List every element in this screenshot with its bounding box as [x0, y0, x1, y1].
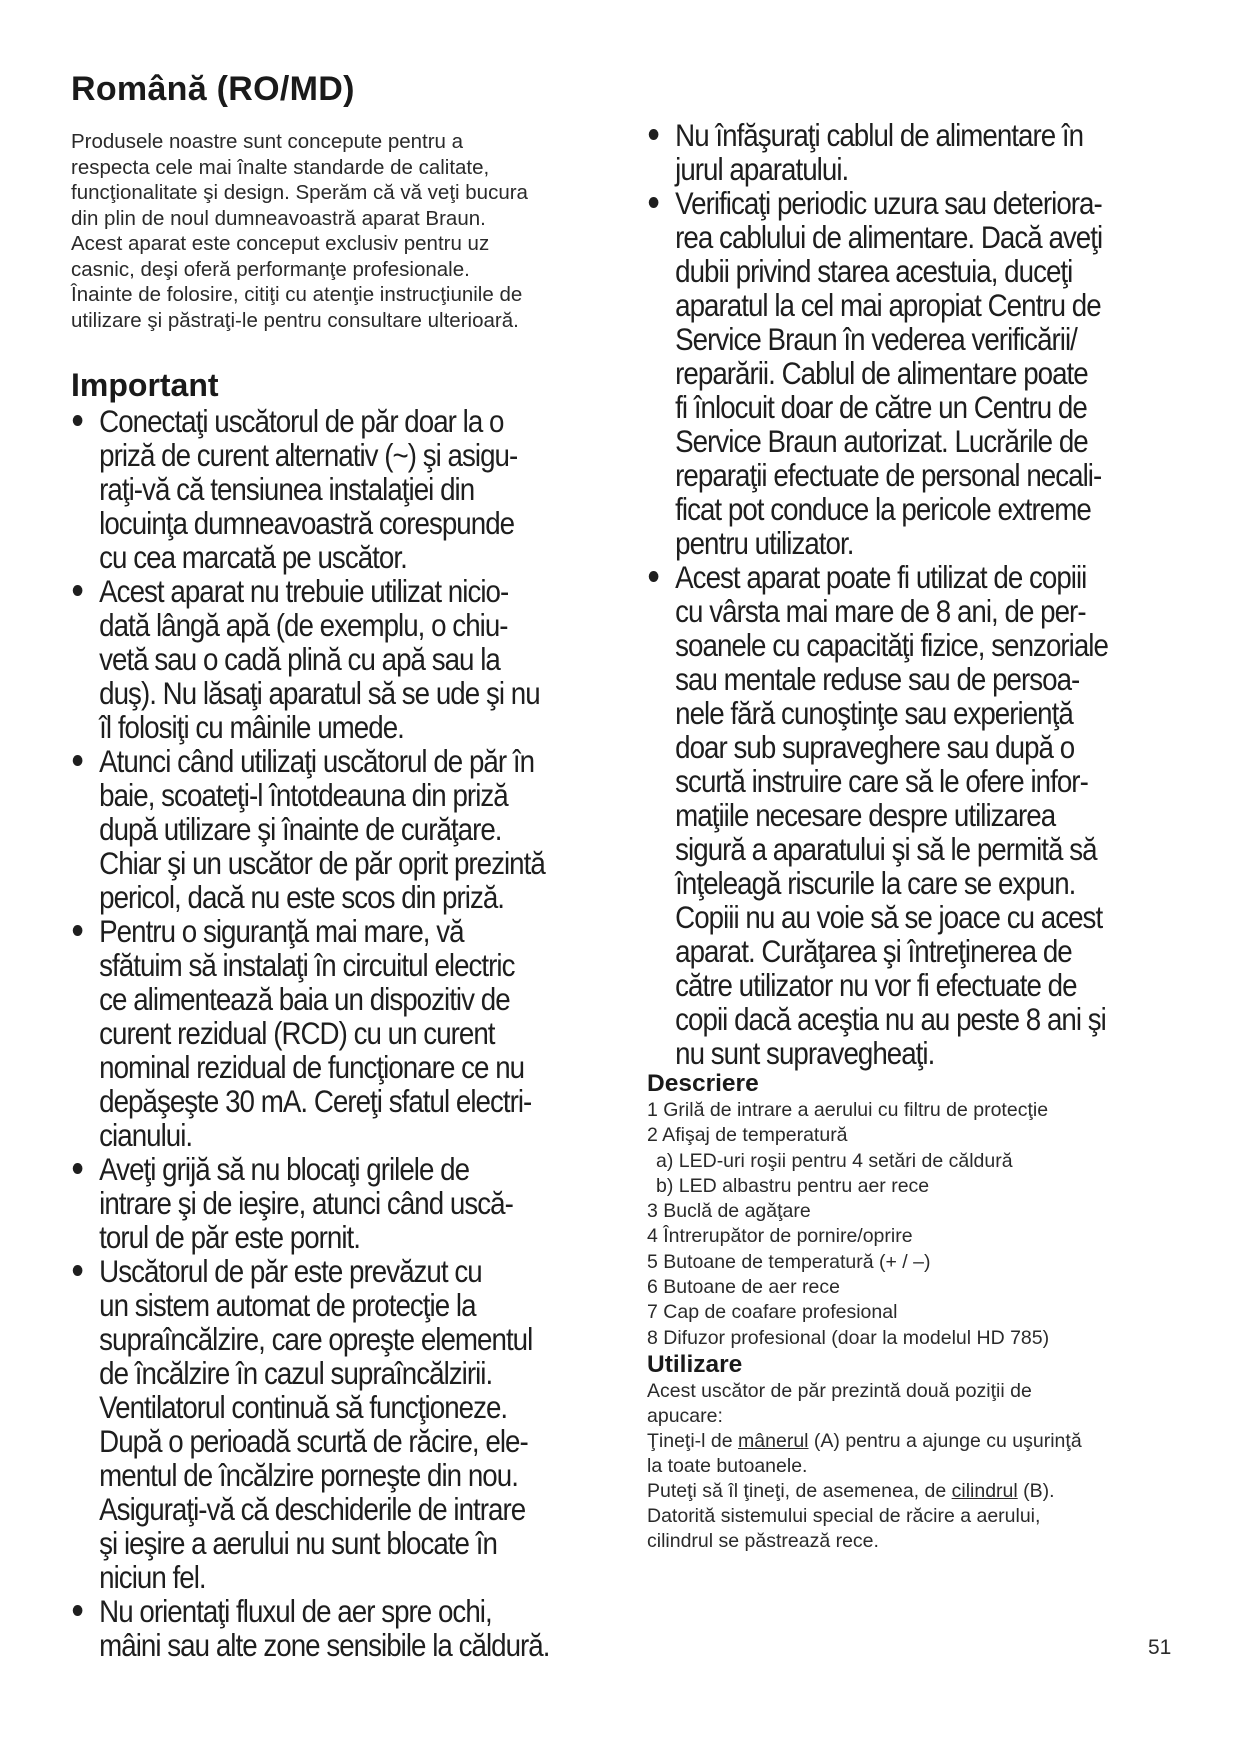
bullet-dot-icon — [73, 1265, 83, 1276]
usage-text: (A) pentru a ajunge cu uşurinţă — [808, 1429, 1082, 1452]
bullet-line: nele fără cunoştinţe sau experienţă — [675, 695, 1073, 731]
description-item: 1 Grilă de intrare a aerului cu filtru de protecţie — [647, 1099, 1049, 1121]
bullet-line: rea cablului de alimentare. Dacă aveţi — [675, 219, 1103, 255]
bullet-line: sau mentale reduse sau de persoa- — [675, 661, 1080, 697]
bullet-line: şi ieşire a aerului nu sunt blocate în — [99, 1525, 497, 1561]
description-subitem: a) LED-uri roşii pentru 4 setări de căldură — [656, 1149, 1013, 1172]
bullet-line: supraîncălzire, care opreşte elementul — [99, 1321, 533, 1357]
usage-heading: Utilizare — [647, 1350, 743, 1378]
bullet-item — [647, 186, 1210, 560]
cylinder-term: cilindrul — [951, 1479, 1018, 1502]
bullet-line: Copiii nu au voie să se joace cu acest — [675, 899, 1103, 935]
bullet-line: sigură a aparatului şi să le permită să — [675, 831, 1097, 867]
bullet-line: de încălzire în cazul supraîncălzirii. — [99, 1355, 493, 1391]
description-item: 6 Butoane de aer rece — [647, 1276, 840, 1299]
bullet-line: raţi-vă că tensiunea instalaţiei din — [99, 471, 475, 507]
description-item: 2 Afişaj de temperatură — [647, 1124, 848, 1147]
bullet-dot-icon — [73, 415, 83, 426]
intro-line: din plin de noul dumneavoastră aparat Braun. — [71, 206, 486, 230]
bullet-line: Acest aparat poate fi utilizat de copiii — [675, 559, 1087, 595]
bullet-line: intrare şi de ieşire, atunci când uscă- — [99, 1185, 513, 1221]
description-list — [647, 1098, 1187, 1351]
description-item: 3 Buclă de agăţare — [647, 1200, 811, 1223]
usage-line — [647, 1479, 1187, 1504]
bullet-dot-icon — [73, 1605, 83, 1616]
bullet-item — [71, 404, 634, 574]
bullet-line: Service Braun autorizat. Lucrările de — [675, 423, 1088, 459]
bullet-line: îl folosiţi cu mâinile umede. — [99, 709, 404, 745]
bullet-line: reparaţii efectuate de personal necali- — [675, 457, 1102, 493]
bullet-line: maţiile necesare despre utilizarea — [675, 797, 1056, 833]
bullet-line: ce alimentează baia un dispozitiv de — [99, 981, 510, 1017]
bullet-line: Chiar şi un uscător de păr oprit prezintă — [99, 845, 545, 881]
usage-text: Puteţi să îl ţineţi, de asemenea, de — [647, 1479, 952, 1502]
bullet-line: reparării. Cablul de alimentare poate — [675, 355, 1088, 391]
usage-text: Ţineţi-l de — [647, 1429, 739, 1452]
usage-line — [647, 1429, 1187, 1454]
description-item: 8 Difuzor profesional (doar la modelul HD 785) — [647, 1326, 1050, 1349]
page-number: 51 — [1148, 1636, 1172, 1659]
bullet-line: nominal rezidual de funcţionare ce nu — [99, 1049, 525, 1085]
bullet-line: Conectaţi uscătorul de păr doar la o — [99, 403, 504, 439]
usage-line: Acest uscător de păr prezintă două poziţii de — [647, 1379, 1032, 1402]
bullet-line: priză de curent alternativ (~) şi asigu- — [99, 437, 518, 473]
bullet-line: pentru utilizator. — [675, 525, 854, 561]
bullet-line: niciun fel. — [99, 1559, 206, 1595]
usage-line: la toate butoanele. — [647, 1454, 808, 1477]
bullet-item — [71, 744, 634, 914]
bullet-line: duş). Nu lăsaţi aparatul să se ude şi nu — [99, 675, 540, 711]
bullet-line: dată lângă apă (de exemplu, o chiu- — [99, 607, 508, 643]
bullet-line: scurtă instruire care să le ofere infor- — [675, 763, 1088, 799]
bullet-dot-icon — [73, 1163, 83, 1174]
bullet-dot-icon — [649, 197, 659, 208]
bullet-item — [647, 118, 1210, 186]
usage-text: (B). — [1017, 1479, 1055, 1502]
bullet-line: fi înlocuit doar de către un Centru de — [675, 389, 1087, 425]
bullet-line: către utilizator nu vor fi efectuate de — [675, 967, 1077, 1003]
bullet-line: torul de păr este pornit. — [99, 1219, 361, 1255]
bullet-line: dubii privind starea acestuia, duceţi — [675, 253, 1073, 289]
bullet-line: depăşeşte 30 mA. Cereţi sfatul electri- — [99, 1083, 532, 1119]
intro-line: utilizare şi păstraţi-le pentru consultare ulterioară. — [71, 308, 519, 332]
intro-line: casnic, deşi oferă performanţe profesionale. — [71, 257, 470, 281]
bullet-line: Verificaţi periodic uzura sau deteriora- — [675, 185, 1102, 221]
bullet-line: jurul aparatului. — [675, 151, 849, 187]
bullet-item — [647, 560, 1210, 1070]
bullet-line: soanele cu capacităţi fizice, senzoriale — [675, 627, 1108, 663]
bullet-line: după utilizare şi înainte de curăţare. — [99, 811, 502, 847]
description-item: 7 Cap de coafare profesional — [647, 1301, 898, 1324]
usage-line: Datorită sistemului special de răcire a aerului, — [647, 1504, 1041, 1527]
bullet-line: aparat. Curăţarea şi întreţinerea de — [675, 933, 1072, 969]
bullet-line: aparatul la cel mai apropiat Centru de — [675, 287, 1101, 323]
bullet-line: mentul de încălzire porneşte din nou. — [99, 1457, 518, 1493]
bullet-line: cu cea marcată pe uscător. — [99, 539, 407, 575]
description-heading: Descriere — [647, 1070, 759, 1097]
bullet-line: baie, scoateţi-l întotdeauna din priză — [99, 777, 508, 813]
bullet-line: curent rezidual (RCD) cu un curent — [99, 1015, 495, 1051]
page-title: Română (RO/MD) — [71, 70, 355, 108]
description-item: 4 Întrerupător de pornire/oprire — [647, 1225, 913, 1248]
bullet-line: cu vârsta mai mare de 8 ani, de per- — [675, 593, 1086, 629]
bullet-line: pericol, dacă nu este scos din priză. — [99, 879, 505, 915]
bullet-line: Asiguraţi-vă că deschiderile de intrare — [99, 1491, 526, 1527]
bullet-line: copii dacă aceştia nu au peste 8 ani şi — [675, 1001, 1106, 1037]
important-heading: Important — [71, 367, 219, 403]
bullet-line: Ventilatorul continuă să funcţioneze. — [99, 1389, 508, 1425]
bullet-dot-icon — [73, 925, 83, 936]
bullet-line: Service Braun în vederea verificării/ — [675, 321, 1077, 357]
bullet-line: înţeleagă riscurile la care se expun. — [675, 865, 1076, 901]
intro-line: Înainte de folosire, citiţi cu atenţie instrucţiunile de — [71, 283, 523, 306]
intro-line: Produsele noastre sunt concepute pentru a — [71, 130, 464, 153]
bullet-line: Uscătorul de păr este prevăzut cu — [99, 1253, 482, 1289]
description-item: 5 Butoane de temperatură (+ / –) — [647, 1250, 931, 1273]
usage-line: apucare: — [647, 1404, 723, 1427]
bullet-line: sfătuim să instalaţi în circuitul electric — [99, 947, 515, 983]
bullet-item — [71, 1254, 634, 1594]
intro-line: Acest aparat este conceput exclusiv pentru uz — [71, 232, 490, 255]
right-column — [647, 118, 1187, 1554]
bullet-line: locuinţa dumneavoastră corespunde — [99, 505, 515, 541]
bullet-line: Acest aparat nu trebuie utilizat nicio- — [99, 573, 509, 609]
bullet-line: ficat pot conduce la pericole extreme — [675, 491, 1091, 527]
important-list-right — [647, 118, 1210, 1070]
important-list-left — [71, 404, 634, 1662]
usage-paragraph — [647, 1379, 1187, 1554]
bullet-item — [71, 1594, 634, 1662]
handle-term: mânerul — [738, 1429, 809, 1452]
intro-line: funcţionalitate şi design. Sperăm că vă veţi bucura — [71, 181, 528, 204]
bullet-line: nu sunt supravegheaţi. — [675, 1035, 935, 1071]
intro-line: respecta cele mai înalte standarde de calitate, — [71, 155, 490, 179]
bullet-dot-icon — [649, 571, 659, 582]
bullet-dot-icon — [73, 755, 83, 766]
bullet-line: doar sub supraveghere sau după o — [675, 729, 1075, 765]
bullet-item — [71, 1152, 634, 1254]
bullet-line: Nu înfăşuraţi cablul de alimentare în — [675, 117, 1084, 153]
bullet-line: Aveţi grijă să nu blocaţi grilele de — [99, 1151, 470, 1187]
bullet-line: Pentru o siguranţă mai mare, vă — [99, 913, 464, 949]
bullet-line: cianului. — [99, 1117, 193, 1153]
usage-line: cilindrul se păstrează rece. — [647, 1529, 879, 1552]
description-subitem: b) LED albastru pentru aer rece — [656, 1174, 930, 1197]
bullet-dot-icon — [649, 129, 659, 140]
bullet-item — [71, 574, 634, 744]
bullet-line: un sistem automat de protecţie la — [99, 1287, 476, 1323]
bullet-line: mâini sau alte zone sensibile la căldură. — [99, 1627, 550, 1663]
bullet-line: După o perioadă scurtă de răcire, ele- — [99, 1423, 528, 1459]
bullet-line: Atunci când utilizaţi uscătorul de păr în — [99, 743, 535, 779]
bullet-line: vetă sau o cadă plină cu apă sau la — [99, 641, 500, 677]
bullet-item — [71, 914, 634, 1152]
bullet-dot-icon — [73, 585, 83, 596]
bullet-line: Nu orientaţi fluxul de aer spre ochi, — [99, 1593, 492, 1629]
left-column — [71, 70, 631, 1662]
intro-paragraph — [71, 129, 631, 333]
